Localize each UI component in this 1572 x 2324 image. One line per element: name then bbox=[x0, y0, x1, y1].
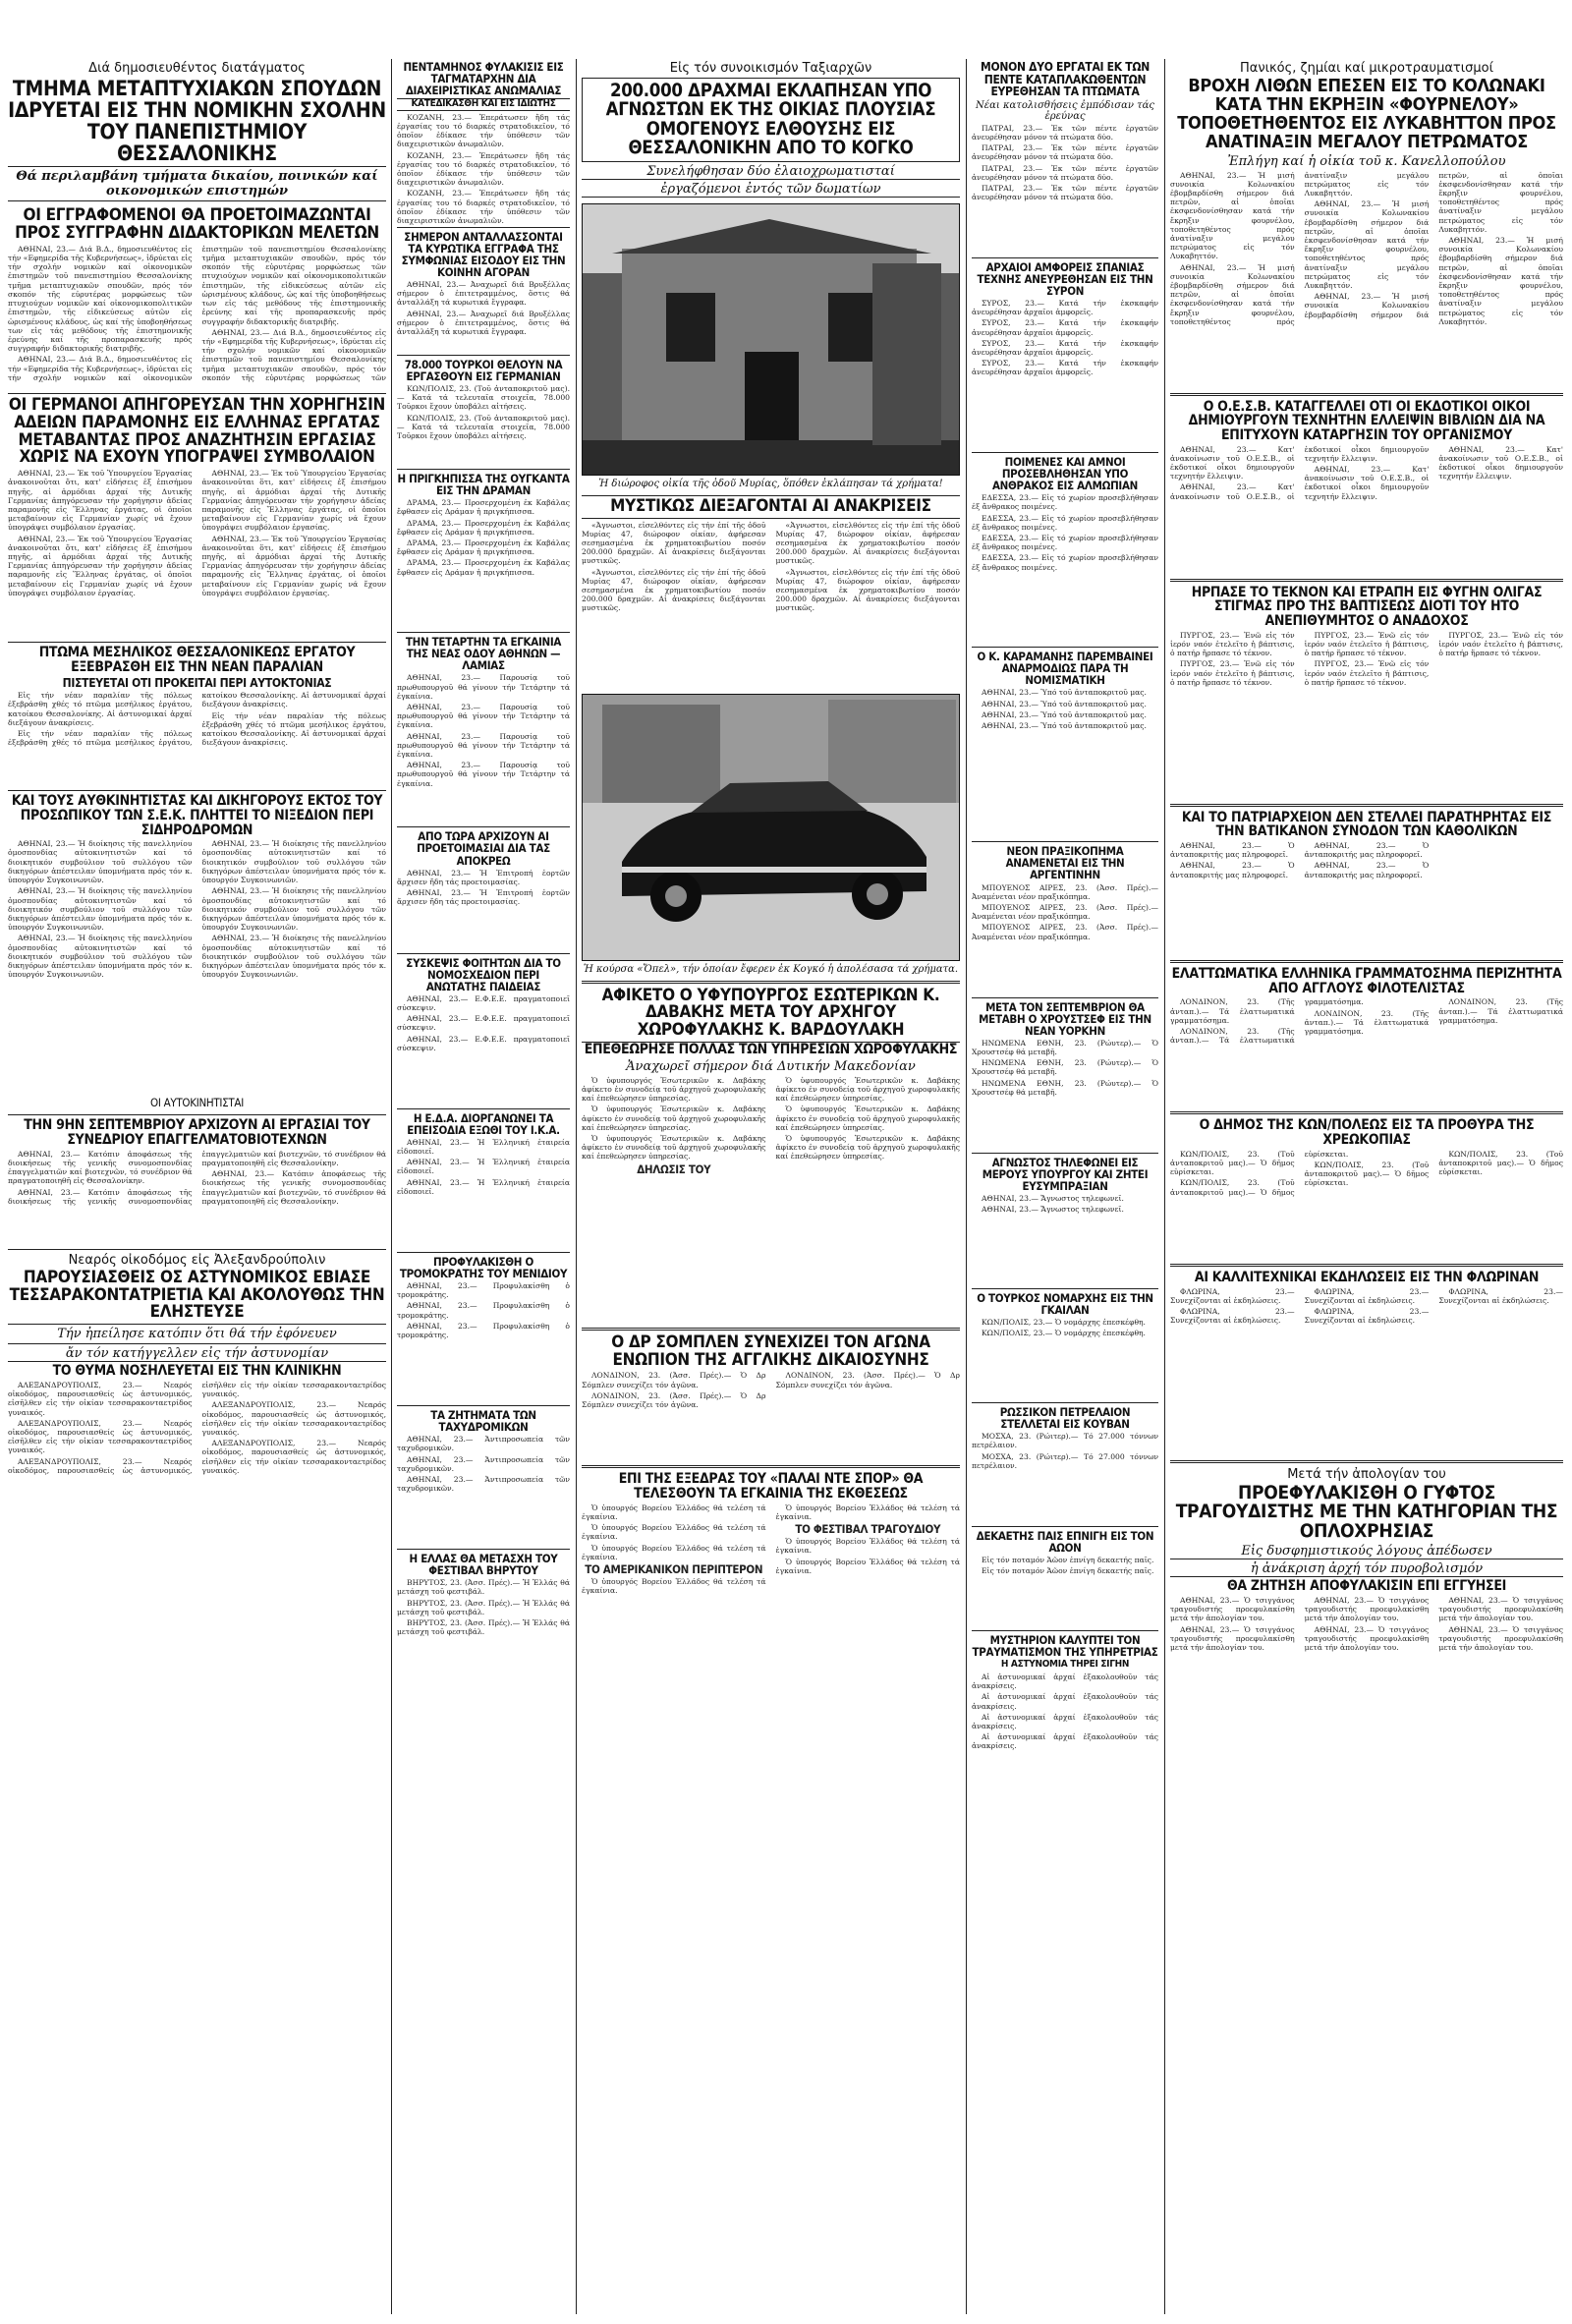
article-body: ΚΩΝ/ΠΟΛΙΣ, 23.— Ὁ νομάρχης ἐπεσκέφθη. ΚΩΝ/ΠΟΛΙΣ, 23.— Ὁ νομάρχης ἐπεσκέφθη. bbox=[982, 1318, 1146, 1338]
column-1 bbox=[8, 59, 386, 2314]
article-students-meeting bbox=[397, 957, 570, 1103]
article-body: ΠΑΤΡΑΙ, 23.— Ἐκ τῶν πέντε ἐργατῶν ἀνευρέθησαν μόνον τά πτώματα δύο. ΠΑΤΡΑΙ, 23.— Ἐκ τῶν πέντε ἐργατῶν ἀνευρέθησαν μόνον τά πτώματα δύο. ΠΑΤΡΑΙ, 23.— Ἐκ τῶν πέντε ἐργατῶν ἀνευρέθησαν μόνον τά πτώματα δύο. ΠΑΤΡΑΙ, 23.— Ἐκ τῶν πέντε ἐργατῶν ἀνευρέθησαν μόνον τά πτώματα δύο. bbox=[972, 123, 1158, 202]
article-body: ΑΘΗΝΑΙ, 23.— Παρουσίᾳ τοῦ πρωθυπουργοῦ θά γίνουν τήν Τετάρτην τά ἐγκαίνια. ΑΘΗΝΑΙ, 23.— Παρουσίᾳ τοῦ πρωθυπουργοῦ θά γίνουν τήν Τετάρτην τά ἐγκαίνια. ΑΘΗΝΑΙ, 23.— Παρουσίᾳ τοῦ πρωθυπουργοῦ θά γίνουν τήν Τετάρτην τά ἐγκαίνια. ΑΘΗΝΑΙ, 23.— Παρουσίᾳ τοῦ πρωθυπουργοῦ θά γίνουν τήν Τετάρτην τά ἐγκαίνια. bbox=[397, 673, 570, 788]
article-body: ΚΩΝ/ΠΟΛΙΣ, 23. (Τοῦ ἀνταποκριτοῦ μας).— Ὁ δῆμος εὑρίσκεται. ΚΩΝ/ΠΟΛΙΣ, 23. (Τοῦ ἀνταποκριτοῦ μας).— Ὁ δῆμος εὑρίσκεται. ΚΩΝ/ΠΟΛΙΣ, 23. (Τοῦ ἀνταποκριτοῦ μας).— Ὁ δῆμος εὑρίσκεται. ΚΩΝ/ΠΟΛΙΣ, 23. (Τοῦ ἀνταποκριτοῦ μας).— Ὁ δῆμος εὑρίσκεται. bbox=[1170, 1149, 1563, 1197]
headline: ΤΗΝ ΤΕΤΑΡΤΗΝ ΤΑ ΕΓΚΑΙΝΙΑ ΤΗΣ ΝΕΑΣ ΟΔΟΥ ΑΘΗΝΩΝ — ΛΑΜΙΑΣ bbox=[405, 635, 562, 673]
article-beirut-festival bbox=[397, 1553, 570, 1676]
article-constantinople-bankruptcy bbox=[1170, 1118, 1563, 1257]
article-postal-workers bbox=[397, 1409, 570, 1543]
article-body: Ὁ ὑφυπουργός Ἐσωτερικῶν κ. Δαβάκης ἀφίκετο ἐν συνοδείᾳ τοῦ ἀρχηγοῦ χωροφυλακῆς καί ἐπεθεώρησεν ὑπηρεσίας. Ὁ ὑφυπουργός Ἐσωτερικῶν κ. Δαβάκης ἀφίκετο ἐν συνοδείᾳ τοῦ ἀρχηγοῦ χωροφυλακῆς καί ἐπεθεώρησεν ὑπηρεσίας. Ὁ ὑφυπουργός Ἐσωτερικῶν κ. Δαβάκης ἀφίκετο ἐν συνοδείᾳ τοῦ ἀρχηγοῦ χωροφυλακῆς καί ἐπεθεώρησεν ὑπηρεσίας. ΔΗΛΩΣΙΣ ΤΟΥ Ὁ ὑφυπουργός Ἐσωτερικῶν κ. Δαβάκης ἀφίκετο ἐν συνοδείᾳ τοῦ ἀρχηγοῦ χωροφυλακῆς καί ἐπεθεώρησεν ὑπηρεσίας. Ὁ ὑφυπουργός Ἐσωτερικῶν κ. Δαβάκης ἀφίκετο ἐν συνοδείᾳ τοῦ ἀρχηγοῦ χωροφυλακῆς καί ἐπεθεώρησεν ὑπηρεσίας. Ὁ ὑφυπουργός Ἐσωτερικῶν κ. Δαβάκης ἀφίκετο ἐν συνοδείᾳ τοῦ ἀρχηγοῦ χωροφυλακῆς καί ἐπεθεώρησεν ὑπηρεσίας. bbox=[582, 1075, 960, 1176]
subheadline: Ἐπλήγη καί ἡ οἰκία τοῦ κ. Κανελλοπούλου bbox=[1227, 153, 1506, 169]
headline-2: ΜΥΣΤΙΚΩΣ ΔΙΕΞΑΓΟΝΤΑΙ ΑΙ ΑΝΑΚΡΙΣΕΙΣ bbox=[582, 495, 960, 519]
article-body: ΑΘΗΝΑΙ, 23.— Διά Β.Δ., δημοσιευθέντος εἰς τήν «Εφημερίδα τῆς Κυβερνήσεως», ἱδρύεται εἰς τήν σχολήν νομικῶν καί οἰκονομικῶν ἐπιστημῶν τοῦ πανεπιστημίου Θεσσαλονίκης τμῆμα μεταπτυχιακῶν σπουδῶν, πρός τόν σκοπόν τῆς εὐρυτέρας μορφώσεως τῶν πτυχιούχων νομικῶν καί οἰκονομικοπολιτικῶν ἐπιστημῶν, τῆς εἰδικεύσεως αὐτῶν εἰς ὡρισμένους κλάδους, ὡς καί τῆς ὑποβοηθήσεως των εἰς τάς μεθόδους τῆς ἐπιστημονικῆς ἐρεύνης καί τῆς προπαρασκευῆς πρός συγγραφήν διδακτορικῆς διατριβῆς. ΑΘΗΝΑΙ, 23.— Διά Β.Δ., δημοσιευθέντος εἰς τήν «Εφημερίδα τῆς Κυβερνήσεως», ἱδρύεται εἰς τήν σχολήν νομικῶν καί οἰκονομικῶν ἐπιστημῶν τοῦ πανεπιστημίου Θεσσαλονίκης τμῆμα μεταπτυχιακῶν σπουδῶν, πρός τόν σκοπόν τῆς εὐρυτέρας μορφώσεως τῶν πτυχιούχων νομικῶν καί οἰκονομικοπολιτικῶν ἐπιστημῶν, τῆς εἰδικεύσεως αὐτῶν εἰς ὡρισμένους κλάδους, ὡς καί τῆς ὑποβοηθήσεως των εἰς τάς μεθόδους τῆς ἐπιστημονικῆς ἐρεύνης καί τῆς προπαρασκευῆς πρός συγγραφήν διδακτορικῆς διατριβῆς. ΑΘΗΝΑΙ, 23.— Διά Β.Δ., δημοσιευθέντος εἰς τήν «Εφημερίδα τῆς Κυβερνήσεως», ἱδρύεται εἰς τήν σχολήν νομικῶν καί οἰκονομικῶν ἐπιστημῶν τοῦ πανεπιστημίου Θεσσαλονίκης τμῆμα μεταπτυχιακῶν σπουδῶν, πρός τόν σκοπόν τῆς εὐρυτέρας μορφώσεως τῶν bbox=[8, 244, 386, 382]
article-oesv-books bbox=[1170, 400, 1563, 573]
article-alexandroupolis bbox=[8, 1253, 386, 1607]
headline: ΑΡΧΑΙΟΙ ΑΜΦΟΡΕΙΣ ΣΠΑΝΙΑΣ ΤΕΧΝΗΣ ΑΝΕΥΡΕΘΗΣΑΝ ΕΙΣ ΤΗΝ ΣΥΡΟΝ bbox=[977, 259, 1153, 298]
headline: ΕΠΙ ΤΗΣ ΕΞΕΔΡΑΣ ΤΟΥ «ΠΑΛΑΙ ΝΤΕ ΣΠΟΡ» ΘΑ ΤΕΛΕΣΘΟΥΝ ΤΑ ΕΓΚΑΙΝΙΑ ΤΗΣ ΕΚΘΕΣΕΩΣ bbox=[618, 1471, 924, 1502]
article-body: ΠΥΡΓΟΣ, 23.— Ἐνῶ εἰς τόν ἱερόν ναόν ἐτελεῖτο ἡ βάπτισις, ὁ πατήρ ἥρπασε τό τέκνον. ΠΥΡΓΟΣ, 23.— Ἐνῶ εἰς τόν ἱερόν ναόν ἐτελεῖτο ἡ βάπτισις, ὁ πατήρ ἥρπασε τό τέκνον. ΠΥΡΓΟΣ, 23.— Ἐνῶ εἰς τόν ἱερόν ναόν ἐτελεῖτο ἡ βάπτισις, ὁ πατήρ ἥρπασε τό τέκνον. ΠΥΡΓΟΣ, 23.— Ἐνῶ εἰς τόν ἱερόν ναόν ἐτελεῖτο ἡ βάπτισις, ὁ πατήρ ἥρπασε τό τέκνον. ΠΥΡΓΟΣ, 23.— Ἐνῶ εἰς τόν ἱερόν ναόν ἐτελεῖτο ἡ βάπτισις, ὁ πατήρ ἥρπασε τό τέκνον. bbox=[1170, 630, 1563, 687]
headline: ΤΗΝ 9ΗΝ ΣΕΠΤΕΜΒΡΙΟΥ ΑΡΧΙΖΟΥΝ ΑΙ ΕΡΓΑΣΙΑΙ ΤΟΥ ΣΥΝΕΔΡΙΟΥ ΕΠΑΓΓΕΛΜΑΤΟΒΙΟΤΕΧΝΩΝ bbox=[24, 1117, 370, 1149]
article-body: ΜΠΟΥΕΝΟΣ ΑΙΡΕΣ, 23. (Ἀσσ. Πρές).— Ἀναμένεται νέον πραξικόπημα. ΜΠΟΥΕΝΟΣ ΑΙΡΕΣ, 23. (Ἀσσ. Πρές).— Ἀναμένεται νέον πραξικόπημα. ΜΠΟΥΕΝΟΣ ΑΙΡΕΣ, 23. (Ἀσσ. Πρές).— Ἀναμένεται νέον πραξικόπημα. bbox=[972, 882, 1158, 941]
headline: ΠΡΟΕΦΥΛΑΚΙΣΘΗ Ο ΓΥΦΤΟΣ ΤΡΑΓΟΥΔΙΣΤΗΣ ΜΕ ΤΗΝ ΚΑΤΗΓΟΡΙΑΝ ΤΗΣ ΟΠΛΟΧΡΗΣΙΑΣ bbox=[1175, 1481, 1558, 1543]
article-body: ΑΘΗΝΑΙ, 23.— Κατ' ἀνακοίνωσιν τοῦ Ο.Ε.Σ.Β., οἱ ἐκδοτικοί οἶκοι δημιουργοῦν τεχνητήν ἔλλειψιν. ΑΘΗΝΑΙ, 23.— Κατ' ἀνακοίνωσιν τοῦ Ο.Ε.Σ.Β., οἱ ἐκδοτικοί οἶκοι δημιουργοῦν τεχνητήν ἔλλειψιν. ΑΘΗΝΑΙ, 23.— Κατ' ἀνακοίνωσιν τοῦ Ο.Ε.Σ.Β., οἱ ἐκδοτικοί οἶκοι δημιουργοῦν τεχνητήν ἔλλειψιν. ΑΘΗΝΑΙ, 23.— Κατ' ἀνακοίνωσιν τοῦ Ο.Ε.Σ.Β., οἱ ἐκδοτικοί οἶκοι δημιουργοῦν τεχνητήν ἔλλειψιν. bbox=[1170, 444, 1563, 501]
headline: ΠΤΩΜΑ ΜΕΣΗΛΙΚΟΣ ΘΕΣΣΑΛΟΝΙΚΕΩΣ ΕΡΓΑΤΟΥ ΕΞΕΒΡΑΣΘΗ ΕΙΣ ΤΗΝ ΝΕΑΝ ΠΑΡΑΛΙΑΝ bbox=[38, 645, 356, 675]
subheadline: ΚΑΤΕΔΙΚΑΣΘΗ ΚΑΙ ΕΙΣ ΙΔΙΩΤΗΣ bbox=[397, 98, 570, 111]
article-khrushchev bbox=[972, 1001, 1158, 1147]
article-athens-lamia-road bbox=[397, 636, 570, 821]
article-body: ΑΘΗΝΑΙ, 23.— Προφυλακίσθη ὁ τρομοκράτης. ΑΘΗΝΑΙ, 23.— Προφυλακίσθη ὁ τρομοκράτης. ΑΘΗΝΑΙ, 23.— Προφυλακίσθη ὁ τρομοκράτης. bbox=[397, 1281, 570, 1340]
article-theft-200000 bbox=[582, 61, 960, 975]
headline: ΑΓΝΩΣΤΟΣ ΤΗΛΕΦΩΝΕΙ ΕΙΣ ΜΕΡΟΥΣ ΥΠΟΥΡΓΟΥ ΚΑΙ ΖΗΤΕΙ ΕΥΣΥΜΠΡΑΞΙΑΝ bbox=[982, 1155, 1149, 1193]
headline: ΗΡΠΑΣΕ ΤΟ ΤΕΚΝΟΝ ΚΑΙ ΕΤΡΑΠΗ ΕΙΣ ΦΥΓΗΝ ΟΛΙΓΑΣ ΣΤΙΓΜΑΣ ΠΡΟ ΤΗΣ ΒΑΠΤΙΣΕΩΣ ΔΙΟΤΙ ΤΟΥ ΗΤΟ ΑΝΕΠΙΘΥΜΗΤΟΣ Ο ΑΝΑΔΟΧΟΣ bbox=[1191, 584, 1543, 629]
headline-2: ΤΟ ΘΥΜΑ ΝΟΣΗΛΕΥΕΤΑΙ ΕΙΣ ΤΗΝ ΚΛΙΝΙΚΗΝ bbox=[52, 1363, 342, 1380]
article-body: ΑΘΗΝΑΙ, 23.— Ἡ μισή συνοικία Κολωνακίου ἐβομβαρδίσθη σήμερον διά πετρῶν, αἱ ὁποῖαι ἐκσφενδονίσθησαν κατά τήν ἔκρηξιν φουρνέλου, τοποθετηθέντος πρός ἀνατίναξιν μεγάλου πετρώματος εἰς τόν Λυκαβηττόν. ΑΘΗΝΑΙ, 23.— Ἡ μισή συνοικία Κολωνακίου ἐβομβαρδίσθη σήμερον διά πετρῶν, αἱ ὁποῖαι ἐκσφενδονίσθησαν κατά τήν ἔκρηξιν φουρνέλου, τοποθετηθέντος πρός ἀνατίναξιν μεγάλου πετρώματος εἰς τόν Λυκαβηττόν. ΑΘΗΝΑΙ, 23.— Ἡ μισή συνοικία Κολωνακίου ἐβομβαρδίσθη σήμερον διά πετρῶν, αἱ ὁποῖαι ἐκσφενδονίσθησαν κατά τήν ἔκρηξιν φουρνέλου, τοποθετηθέντος πρός ἀνατίναξιν μεγάλου πετρώματος εἰς τόν Λυκαβηττόν. ΑΘΗΝΑΙ, 23.— Ἡ μισή συνοικία Κολωνακίου ἐβομβαρδίσθη σήμερον διά πετρῶν, αἱ ὁποῖαι ἐκσφενδονίσθησαν κατά τήν ἔκρηξιν φουρνέλου, τοποθετηθέντος πρός ἀνατίναξιν μεγάλου πετρώματος εἰς τόν Λυκαβηττόν. ΑΘΗΝΑΙ, 23.— Ἡ μισή συνοικία Κολωνακίου ἐβομβαρδίσθη σήμερον διά πετρῶν, αἱ ὁποῖαι ἐκσφενδονίσθησαν κατά τήν ἔκρηξιν φουρνέλου, τοποθετηθέντος πρός ἀνατίναξιν μεγάλου πετρώματος εἰς τόν Λυκαβηττόν. bbox=[1170, 170, 1563, 326]
subheadline: Ἀναχωρεῖ σήμερον διά Δυτικήν Μακεδονίαν bbox=[626, 1058, 916, 1074]
headline: Η Ε.Δ.Α. ΔΙΟΡΓΑΝΩΝΕΙ ΤΑ ΕΠΕΙΣΟΔΙΑ ΕΞΩΘΙ ΤΟΥ Ι.Κ.Α. bbox=[407, 1110, 560, 1137]
article-amphorae bbox=[972, 261, 1158, 446]
headline: Ο ΤΟΥΡΚΟΣ ΝΟΜΑΡΧΗΣ ΕΙΣ ΤΗΝ ΓΚΑΙΛΑΝ bbox=[977, 1290, 1153, 1317]
subheadline-1: Τήν ἠπείλησε κατόπιν ὅτι θά τήν ἐφόνευεν bbox=[8, 1324, 386, 1344]
article-body: ΑΘΗΝΑΙ, 23.— Ὑπό τοῦ ἀνταποκριτοῦ μας. ΑΘΗΝΑΙ, 23.— Ὑπό τοῦ ἀνταποκριτοῦ μας. ΑΘΗΝΑΙ, 23.— Ὑπό τοῦ ἀνταποκριτοῦ μας. ΑΘΗΝΑΙ, 23.— Ὑπό τοῦ ἀνταποκριτοῦ μας. bbox=[982, 688, 1147, 730]
subheadline-2: ἄν τόν κατήγγελλεν εἰς τήν ἀστυνομίαν bbox=[8, 1346, 386, 1362]
article-body: «Ἀγνωστοι, εἰσελθόντες εἰς τήν ἐπί τῆς ὁδοῦ Μυρίας 47, διώροφον οἰκίαν, ἀφήρεσαν σεσημασμένα ἐκ χρηματοκιβωτίου ποσόν 200.000 δραχμῶν. Αἱ ἀνακρίσεις διεξάγονται μυστικῶς. «Ἀγνωστοι, εἰσελθόντες εἰς τήν ἐπί τῆς ὁδοῦ Μυρίας 47, διώροφον οἰκίαν, ἀφήρεσαν σεσημασμένα ἐκ χρηματοκιβωτίου ποσόν 200.000 δραχμῶν. Αἱ ἀνακρίσεις διεξάγονται μυστικῶς. «Ἀγνωστοι, εἰσελθόντες εἰς τήν ἐπί τῆς ὁδοῦ Μυρίας 47, διώροφον οἰκίαν, ἀφήρεσαν σεσημασμένα ἐκ χρηματοκιβωτίου ποσόν 200.000 δραχμῶν. Αἱ ἀνακρίσεις διεξάγονται μυστικῶς. «Ἀγνωστοι, εἰσελθόντες εἰς τήν ἐπί τῆς ὁδοῦ Μυρίας 47, διώροφον οἰκίαν, ἀφήρεσαν σεσημασμένα ἐκ χρηματοκιβωτίου ποσόν 200.000 δραχμῶν. Αἱ ἀνακρίσεις διεξάγονται μυστικῶς. bbox=[582, 520, 960, 613]
headline: ΠΡΟΦΥΛΑΚΙΣΘΗ Ο ΤΡΟΜΟΚΡΑΤΗΣ ΤΟΥ ΜΕΝΙΔΙΟΥ bbox=[399, 1254, 568, 1280]
house-photo-svg bbox=[583, 204, 960, 475]
house-photo bbox=[582, 203, 960, 476]
headline: ΑΠΟ ΤΩΡΑ ΑΡΧΙΖΟΥΝ ΑΙ ΠΡΟΕΤΟΙΜΑΣΙΑΙ ΔΙΑ ΤΑΣ ΑΠΟΚΡΕΩ bbox=[417, 829, 550, 868]
article-body: ΚΟΖΑΝΗ, 23.— Ἐπεράτωσεν ἤδη τάς ἐργασίας του τό διαρκές στρατοδικεῖον, τό ὁποῖον ἐδίκασε τήν ὑπόθεσιν τῶν διαχειριστικῶν ἀνωμαλιῶν. ΚΟΖΑΝΗ, 23.— Ἐπεράτωσεν ἤδη τάς ἐργασίας του τό διαρκές στρατοδικεῖον, τό ὁποῖον ἐδίκασε τήν ὑπόθεσιν τῶν διαχειριστικῶν ἀνωμαλιῶν. ΚΟΖΑΝΗ, 23.— Ἐπεράτωσεν ἤδη τάς ἐργασίας του τό διαρκές στρατοδικεῖον, τό ὁποῖον ἐδίκασε τήν ὑπόθεσιν τῶν διαχειριστικῶν ἀνωμαλιῶν. bbox=[397, 112, 570, 225]
article-body: ΑΘΗΝΑΙ, 23.— Ἀναχωρεῖ διά Βρυξέλλας σήμερον ὁ ἐπιτετραμμένος, ὅστις θά ἀνταλλάξη τά κυρωτικά ἔγγραφα. ΑΘΗΝΑΙ, 23.— Ἀναχωρεῖ διά Βρυξέλλας σήμερον ὁ ἐπιτετραμμένος, ὅστις θά ἀνταλλάξη τά κυρωτικά ἔγγραφα. bbox=[397, 279, 570, 336]
headline: ΠΟΙΜΕΝΕΣ ΚΑΙ ΑΜΝΟΙ ΠΡΟΣΕΒΛΗΘΗΣΑΝ ΥΠΟ ΑΝΘΡΑΚΟΣ ΕΙΣ ΑΛΜΩΠΙΑΝ bbox=[991, 454, 1139, 493]
section-label: ΟΙ ΑΥΤΟΚΙΝΗΤΙΣΤΑΙ bbox=[150, 1096, 244, 1110]
article-body: ΑΘΗΝΑΙ, 23.— Ἡ διοίκησις τῆς πανελληνίου ὁμοσπονδίας αὐτοκινητιστῶν καί τό διοικητικόν συμβούλιον τοῦ συλλόγου τῶν δικηγόρων ἀπέστειλαν ὑπομνήματα πρός τόν κ. ὑπουργόν Συγκοινωνιῶν. ΑΘΗΝΑΙ, 23.— Ἡ διοίκησις τῆς πανελληνίου ὁμοσπονδίας αὐτοκινητιστῶν καί τό διοικητικόν συμβούλιον τοῦ συλλόγου τῶν δικηγόρων ἀπέστειλαν ὑπομνήματα πρός τόν κ. ὑπουργόν Συγκοινωνιῶν. ΑΘΗΝΑΙ, 23.— Ἡ διοίκησις τῆς πανελληνίου ὁμοσπονδίας αὐτοκινητιστῶν καί τό διοικητικόν συμβούλιον τοῦ συλλόγου τῶν δικηγόρων ἀπέστειλαν ὑπομνήματα πρός τόν κ. ὑπουργόν Συγκοινωνιῶν. ΑΘΗΝΑΙ, 23.— Ἡ διοίκησις τῆς πανελληνίου ὁμοσπονδίας αὐτοκινητιστῶν καί τό διοικητικόν συμβούλιον τοῦ συλλόγου τῶν δικηγόρων ἀπέστειλαν ὑπομνήματα πρός τόν κ. ὑπουργόν Συγκοινωνιῶν. ΑΘΗΝΑΙ, 23.— Ἡ διοίκησις τῆς πανελληνίου ὁμοσπονδίας αὐτοκινητιστῶν καί τό διοικητικόν συμβούλιον τοῦ συλλόγου τῶν δικηγόρων ἀπέστειλαν ὑπομνήματα πρός τόν κ. ὑπουργόν Συγκοινωνιῶν. ΑΘΗΝΑΙ, 23.— Ἡ διοίκησις τῆς πανελληνίου ὁμοσπονδίας αὐτοκινητιστῶν καί τό διοικητικόν συμβούλιον τοῦ συλλόγου τῶν δικηγόρων ἀπέστειλαν ὑπομνήματα πρός τόν κ. ὑπουργόν Συγκοινωνιῶν. bbox=[8, 839, 386, 980]
subheadline-2: ἐργαζόμενοι ἐντός τῶν δωματίων bbox=[582, 182, 960, 198]
article-body: ΑΘΗΝΑΙ, 23.— Ἡ Ἑλληνική ἑταιρεία εἰδοποιεῖ. ΑΘΗΝΑΙ, 23.— Ἡ Ἑλληνική ἑταιρεία εἰδοποιεῖ. ΑΘΗΝΑΙ, 23.— Ἡ Ἑλληνική ἑταιρεία εἰδοποιεῖ. bbox=[397, 1137, 570, 1196]
article-turkish-workers bbox=[397, 359, 570, 463]
column-4 bbox=[972, 59, 1158, 2314]
column-5 bbox=[1170, 59, 1563, 2314]
headline: ΠΑΡΟΥΣΙΑΣΘΕΙΣ ΟΣ ΑΣΤΥΝΟΜΙΚΟΣ ΕΒΙΑΣΕ ΤΕΣΣΑΡΑΚΟΝΤΑΤΡΙΕΤΙΑ ΚΑΙ ΑΚΟΛΟΥΘΩΣ ΤΗΝ ΕΛΗΣΤΕΥΣΕ bbox=[9, 1267, 385, 1323]
headline: ΝΕΟΝ ΠΡΑΞΙΚΟΠΗΜΑ ΑΝΑΜΕΝΕΤΑΙ ΕΙΣ ΤΗΝ ΑΡΓΕΝΤΙΝΗΝ bbox=[1005, 844, 1125, 882]
article-soblen bbox=[582, 1334, 960, 1460]
article-argentina bbox=[972, 845, 1158, 991]
kicker: Μετά τήν ἀπολογίαν του bbox=[1287, 1466, 1446, 1482]
column-3 bbox=[582, 59, 960, 2314]
subheadline: ΠΙΣΤΕΥΕΤΑΙ ΟΤΙ ΠΡΟΚΕΙΤΑΙ ΠΕΡΙ ΑΥΤΟΚΤΟΝΙΑΣ bbox=[62, 675, 332, 690]
article-body: ΗΝΩΜΕΝΑ ΕΘΝΗ, 23. (Ρώυτερ).— Ὁ Χρουστσέφ θά μεταβῆ. ΗΝΩΜΕΝΑ ΕΘΝΗ, 23. (Ρώυτερ).— Ὁ Χρουστσέφ θά μεταβῆ. ΗΝΩΜΕΝΑ ΕΘΝΗ, 23. (Ρώυτερ).— Ὁ Χρουστσέφ θά μεταβῆ. bbox=[972, 1038, 1158, 1097]
column-2 bbox=[397, 59, 570, 2314]
headline-2: ΘΑ ΖΗΤΗΣΗ ΑΠΟΦΥΛΑΚΙΣΙΝ ΕΠΙ ΕΓΓΥΗΣΕΙ bbox=[1226, 1578, 1507, 1595]
article-turkish-prefect bbox=[972, 1292, 1158, 1396]
headline: ΜΕΤΑ ΤΟΝ ΣΕΠΤΕΜΒΡΙΟΝ ΘΑ ΜΕΤΑΒΗ Ο ΧΡΟΥΣΤΣΕΦ ΕΙΣ ΤΗΝ ΝΕΑΝ ΥΟΡΚΗΝ bbox=[979, 999, 1151, 1038]
article-common-market bbox=[397, 231, 570, 349]
article-menidi-terrorist bbox=[397, 1256, 570, 1399]
kicker: Νεαρός οἰκοδόμος εἰς Ἀλεξανδρούπολιν bbox=[68, 1252, 326, 1268]
headline: 200.000 ΔΡΑΧΜΑΙ ΕΚΛΑΠΗΣΑΝ ΥΠΟ ΑΓΝΩΣΤΩΝ ΕΚ ΤΗΣ ΟΙΚΙΑΣ ΠΛΟΥΣΙΑΣ ΟΜΟΓΕΝΟΥΣ ΕΛΘΟΥΣΗΣ ΕΙΣ ΘΕΣΣΑΛΟΝΙΚΗΝ ΑΠΟ ΤΟ ΚΟΓΚΟ bbox=[582, 78, 960, 162]
car-photo-svg bbox=[583, 695, 960, 960]
article-patriarchate bbox=[1170, 811, 1563, 954]
article-railway-bill bbox=[8, 794, 386, 1108]
headline: ΣΥΣΚΕΨΙΣ ΦΟΙΤΗΤΩΝ ΔΙΑ ΤΟ ΝΟΜΟΣΧΕΔΙΟΝ ΠΕΡΙ ΑΝΩΤΑΤΗΣ ΠΑΙΔΕΙΑΣ bbox=[406, 955, 561, 993]
article-body: ΔΡΑΜΑ, 23.— Προσερχομένη ἐκ Καβάλας ἔφθασεν εἰς Δράμαν ἡ πριγκήπισσα. ΔΡΑΜΑ, 23.— Προσερχομένη ἐκ Καβάλας ἔφθασεν εἰς Δράμαν ἡ πριγκήπισσα. ΔΡΑΜΑ, 23.— Προσερχομένη ἐκ Καβάλας ἔφθασεν εἰς Δράμαν ἡ πριγκήπισσα. ΔΡΑΜΑ, 23.— Προσερχομένη ἐκ Καβάλας ἔφθασεν εἰς Δράμαν ἡ πριγκήπισσα. bbox=[397, 498, 570, 577]
article-carnival bbox=[397, 830, 570, 946]
article-body: ΑΛΕΞΑΝΔΡΟΥΠΟΛΙΣ, 23.— Νεαρός οἰκοδόμος, παρουσιασθείς ὡς ἀστυνομικός, εἰσῆλθεν εἰς τήν οἰκίαν τεσσαρακονταετρίδος γυναικός. ΑΛΕΞΑΝΔΡΟΥΠΟΛΙΣ, 23.— Νεαρός οἰκοδόμος, παρουσιασθείς ὡς ἀστυνομικός, εἰσῆλθεν εἰς τήν οἰκίαν τεσσαρακονταετρίδος γυναικός. ΑΛΕΞΑΝΔΡΟΥΠΟΛΙΣ, 23.— Νεαρός οἰκοδόμος, παρουσιασθείς ὡς ἀστυνομικός, εἰσῆλθεν εἰς τήν οἰκίαν τεσσαρακονταετρίδος γυναικός. ΑΛΕΞΑΝΔΡΟΥΠΟΛΙΣ, 23.— Νεαρός οἰκοδόμος, παρουσιασθείς ὡς ἀστυνομικός, εἰσῆλθεν εἰς τήν οἰκίαν τεσσαρακονταετρίδος γυναικός. ΑΛΕΞΑΝΔΡΟΥΠΟΛΙΣ, 23.— Νεαρός οἰκοδόμος, παρουσιασθείς ὡς ἀστυνομικός, εἰσῆλθεν εἰς τήν οἰκίαν τεσσαρακονταετρίδος γυναικός. bbox=[8, 1380, 386, 1475]
headline: ΟΙ ΓΕΡΜΑΝΟΙ ΑΠΗΓΟΡΕΥΣΑΝ ΤΗΝ ΧΟΡΗΓΗΣΙΝ ΑΔΕΙΩΝ ΠΑΡΑΜΟΝΗΣ ΕΙΣ ΕΛΛΗΝΑΣ ΕΡΓΑΤΑΣ ΜΕΤΑΒΑΝΤΑΣ ΠΡΟΣ ΑΝΑΖΗΤΗΣΙΝ ΕΡΓΑΣΙΑΣ ΧΩΡΙΣ ΝΑ ΕΧΟΥΝ ΥΠΟΓΡΑΨΕΙ ΣΥΜΒΟΛΑΙΟΝ bbox=[8, 394, 386, 468]
article-body: ΑΘΗΝΑΙ, 23.— Ἡ Ἐπιτροπή ἑορτῶν ἄρχισεν ἤδη τάς προετοιμασίας. ΑΘΗΝΑΙ, 23.— Ἡ Ἐπιτροπή ἑορτῶν ἄρχισεν ἤδη τάς προετοιμασίας. bbox=[397, 868, 570, 907]
headline: ΜΥΣΤΗΡΙΟΝ ΚΑΛΥΠΤΕΙ ΤΟΝ ΤΡΑΥΜΑΤΙΣΜΟΝ ΤΗΣ ΥΠΗΡΕΤΡΙΑΣ bbox=[972, 1633, 1158, 1660]
headline: ΔΕΚΑΕΤΗΣ ΠΑΙΣ ΕΠΝΙΓΗ ΕΙΣ ΤΟΝ ΑΩΟΝ bbox=[976, 1529, 1154, 1556]
article-craftsmen-congress bbox=[8, 1118, 386, 1242]
intertitle-1: ΤΟ ΑΜΕΡΙΚΑΝΙΚΟΝ ΠΕΡΙΠΤΕΡΟΝ bbox=[585, 1562, 763, 1577]
article-body: Ὁ ὑπουργός Βορείου Ἑλλάδος θά τελέση τά ἐγκαίνια. Ὁ ὑπουργός Βορείου Ἑλλάδος θά τελέση τά ἐγκαίνια. Ὁ ὑπουργός Βορείου Ἑλλάδος θά τελέση τά ἐγκαίνια. ΤΟ ΑΜΕΡΙΚΑΝΙΚΟΝ ΠΕΡΙΠΤΕΡΟΝ Ὁ ὑπουργός Βορείου Ἑλλάδος θά τελέση τά ἐγκαίνια. Ὁ ὑπουργός Βορείου Ἑλλάδος θά τελέση τά ἐγκαίνια. ΤΟ ΦΕΣΤΙΒΑΛ ΤΡΑΓΟΥΔΙΟΥ Ὁ ὑπουργός Βορείου Ἑλλάδος θά τελέση τά ἐγκαίνια. Ὁ ὑπουργός Βορείου Ἑλλάδος θά τελέση τά ἐγκαίνια. bbox=[582, 1502, 960, 1596]
kicker: Διά δημοσιευθέντος διατάγματος bbox=[88, 61, 306, 76]
headline: Ο Ο.Ε.Σ.Β. ΚΑΤΑΓΓΕΛΛΕΙ ΟΤΙ ΟΙ ΕΚΔΟΤΙΚΟΙ ΟΙΚΟΙ ΔΗΜΙΟΥΡΓΟΥΝ ΤΕΧΝΗΤΗΝ ΕΛΛΕΙΨΙΝ ΒΙΒΛΙΩΝ ΔΙΑ ΝΑ ΕΠΙΤΥΧΟΥΝ ΚΑΤΑΡΓΗΣΙΝ ΤΟΥ ΟΡΓΑΝΙΣΜΟΥ bbox=[1188, 398, 1545, 443]
article-body: ΑΘΗΝΑΙ, 23.— Ἄγνωστος τηλεφωνεῖ. ΑΘΗΝΑΙ, 23.— Ἄγνωστος τηλεφωνεῖ. bbox=[982, 1193, 1124, 1215]
headline: Ο ΔΡ ΣΟΜΠΛΕΝ ΣΥΝΕΧΙΖΕΙ ΤΟΝ ΑΓΩΝΑ ΕΝΩΠΙΟΝ ΤΗΣ ΑΓΓΛΙΚΗΣ ΔΙΚΑΙΟΣΥΝΗΣ bbox=[611, 1332, 930, 1370]
article-body: ΑΘΗΝΑΙ, 23.— Κατόπιν ἀποφάσεως τῆς διοικήσεως τῆς γενικῆς συνομοσπονδίας ἐπαγγελματιῶν καί βιοτεχνῶν, τό συνέδριον θά πραγματοποιηθῆ εἰς Θεσσαλονίκην. ΑΘΗΝΑΙ, 23.— Κατόπιν ἀποφάσεως τῆς διοικήσεως τῆς γενικῆς συνομοσπονδίας ἐπαγγελματιῶν καί βιοτεχνῶν, τό συνέδριον θά πραγματοποιηθῆ εἰς Θεσσαλονίκην. ΑΘΗΝΑΙ, 23.— Κατόπιν ἀποφάσεως τῆς διοικήσεως τῆς γενικῆς συνομοσπονδίας ἐπαγγελματιῶν καί βιοτεχνῶν, τό συνέδριον θά πραγματοποιηθῆ εἰς Θεσσαλονίκην. bbox=[8, 1149, 386, 1206]
article-karamanlis bbox=[972, 651, 1158, 835]
intertitle: ΔΗΛΩΣΙΣ ΤΟΥ bbox=[637, 1162, 711, 1176]
article-worker-body-found bbox=[8, 646, 386, 784]
article-body: ΑΘΗΝΑΙ, 23.— Ἐκ τοῦ Ὑπουργείου Ἐργασίας ἀνακοινοῦται ὅτι, κατ' εἰδήσεις ἐξ ἐπισήμου πηγῆς, αἱ ἁρμόδιαι ἀρχαί τῆς Δυτικῆς Γερμανίας ἀπηγόρευσαν τήν χορήγησιν ἀδείας παραμονῆς εἰς Ἕλληνας ἐργάτας, οἱ ὁποῖοι μεταβαίνουν εἰς Γερμανίαν χωρίς νά ἔχουν ὑπογράψει συμβόλαιον ἐργασίας. ΑΘΗΝΑΙ, 23.— Ἐκ τοῦ Ὑπουργείου Ἐργασίας ἀνακοινοῦται ὅτι, κατ' εἰδήσεις ἐξ ἐπισήμου πηγῆς, αἱ ἁρμόδιαι ἀρχαί τῆς Δυτικῆς Γερμανίας ἀπηγόρευσαν τήν χορήγησιν ἀδείας παραμονῆς εἰς Ἕλληνας ἐργάτας, οἱ ὁποῖοι μεταβαίνουν εἰς Γερμανίαν χωρίς νά ἔχουν ὑπογράψει συμβόλαιον ἐργασίας. ΑΘΗΝΑΙ, 23.— Ἐκ τοῦ Ὑπουργείου Ἐργασίας ἀνακοινοῦται ὅτι, κατ' εἰδήσεις ἐξ ἐπισήμου πηγῆς, αἱ ἁρμόδιαι ἀρχαί τῆς Δυτικῆς Γερμανίας ἀπηγόρευσαν τήν χορήγησιν ἀδείας παραμονῆς εἰς Ἕλληνας ἐργάτας, οἱ ὁποῖοι μεταβαίνουν εἰς Γερμανίαν χωρίς νά ἔχουν ὑπογράψει συμβόλαιον ἐργασίας. ΑΘΗΝΑΙ, 23.— Ἐκ τοῦ Ὑπουργείου Ἐργασίας ἀνακοινοῦται ὅτι, κατ' εἰδήσεις ἐξ ἐπισήμου πηγῆς, αἱ ἁρμόδιαι ἀρχαί τῆς Δυτικῆς Γερμανίας ἀπηγόρευσαν τήν χορήγησιν ἀδείας παραμονῆς εἰς Ἕλληνας ἐργάτας, οἱ ὁποῖοι μεταβαίνουν εἰς Γερμανίαν χωρίς νά ἔχουν ὑπογράψει συμβόλαιον ἐργασίας. bbox=[8, 469, 386, 597]
article-davakis bbox=[582, 985, 960, 1322]
article-baptism bbox=[1170, 586, 1563, 798]
subheadline: Η ΑΣΤΥΝΟΜΙΑ ΤΗΡΕΙ ΣΙΓΗΝ bbox=[1000, 1659, 1130, 1671]
article-maid-injury bbox=[972, 1634, 1158, 1840]
headline: ΣΗΜΕΡΟΝ ΑΝΤΑΛΛΑΣΣΟΝΤΑΙ ΤΑ ΚΥΡΩΤΙΚΑ ΕΓΓΡΑΦΑ ΤΗΣ ΣΥΜΦΩΝΙΑΣ ΕΙΣΟΔΟΥ ΕΙΣ ΤΗΝ ΚΟΙΝΗΝ ΑΓΟΡΑΝ bbox=[401, 229, 566, 279]
article-body: Εἰς τήν νέαν παραλίαν τῆς πόλεως ἐξεβράσθη χθές τό πτῶμα μεσήλικος ἐργάτου, κατοίκου Θεσσαλονίκης. Αἱ ἀστυνομικαί ἀρχαί διεξάγουν ἀνακρίσεις. Εἰς τήν νέαν παραλίαν τῆς πόλεως ἐξεβράσθη χθές τό πτῶμα μεσήλικος ἐργάτου, κατοίκου Θεσσαλονίκης. Αἱ ἀστυνομικαί ἀρχαί διεξάγουν ἀνακρίσεις. Εἰς τήν νέαν παραλίαν τῆς πόλεως ἐξεβράσθη χθές τό πτῶμα μεσήλικος ἐργάτου, κατοίκου Θεσσαλονίκης. Αἱ ἀστυνομικαί ἀρχαί διεξάγουν ἀνακρίσεις. bbox=[8, 691, 386, 748]
photo-caption: Ἡ διώροφος οἰκία τῆς ὁδοῦ Μυρίας, ὅπόθεν ἐκλάπησαν τά χρήματα! bbox=[598, 478, 943, 489]
headline: ΚΑΙ ΤΟ ΠΑΤΡΙΑΡΧΕΙΟΝ ΔΕΝ ΣΤΕΛΛΕΙ ΠΑΡΑΤΗΡΗΤΑΣ ΕΙΣ ΤΗΝ ΒΑΤΙΚΑΝΟΝ ΣΥΝΟΔΟΝ ΤΩΝ ΚΑΘΟΛΙΚΩΝ bbox=[1181, 809, 1552, 840]
article-body: ΛΟΝΔΙΝΟΝ, 23. (Ἀσσ. Πρές).— Ὁ Δρ Σόμπλεν συνεχίζει τόν ἀγῶνα. ΛΟΝΔΙΝΟΝ, 23. (Ἀσσ. Πρές).— Ὁ Δρ Σόμπλεν συνεχίζει τόν ἀγῶνα. ΛΟΝΔΙΝΟΝ, 23. (Ἀσσ. Πρές).— Ὁ Δρ Σόμπλεν συνεχίζει τόν ἀγῶνα. bbox=[582, 1371, 960, 1410]
headline: ΜΟΝΟΝ ΔΥΟ ΕΡΓΑΤΑΙ ΕΚ ΤΩΝ ΠΕΝΤΕ ΚΑΤΑΠΛΑΚΩΘΕΝΤΩΝ ΕΥΡΕΘΗΣΑΝ ΤΑ ΠΤΩΜΑΤΑ bbox=[981, 60, 1150, 99]
article-body: ΛΟΝΔΙΝΟΝ, 23. (Τῆς ἀνταπ.).— Τά ἐλαττωματικά γραμματόσημα. ΛΟΝΔΙΝΟΝ, 23. (Τῆς ἀνταπ.).— Τά ἐλαττωματικά γραμματόσημα. ΛΟΝΔΙΝΟΝ, 23. (Τῆς ἀνταπ.).— Τά ἐλαττωματικά γραμματόσημα. ΛΟΝΔΙΝΟΝ, 23. (Τῆς ἀνταπ.).— Τά ἐλαττωματικά γραμματόσημα. bbox=[1170, 997, 1563, 1046]
subheadline: Θά περιλαμβάνη τμήματα δικαίου, ποινικών καί οικονομικών επιστημών bbox=[8, 166, 386, 201]
article-body: ΕΔΕΣΣΑ, 23.— Εἰς τό χωρίον προσεβλήθησαν ἐξ ἄνθρακος ποιμένες. ΕΔΕΣΣΑ, 23.— Εἰς τό χωρίον προσεβλήθησαν ἐξ ἄνθρακος ποιμένες. ΕΔΕΣΣΑ, 23.— Εἰς τό χωρίον προσεβλήθησαν ἐξ ἄνθρακος ποιμένες. ΕΔΕΣΣΑ, 23.— Εἰς τό χωρίον προσεβλήθησαν ἐξ ἄνθρακος ποιμένες. bbox=[972, 493, 1158, 572]
kicker: Εἰς τόν συνοικισμόν Ταξιαρχῶν bbox=[669, 61, 872, 76]
article-florina-events bbox=[1170, 1271, 1563, 1454]
photo-caption-2: Ἡ κούρσα «Ὄπελ», τήν ὁποίαν ἔφερεν ἐκ Κογκό ἡ ἀπολέσασα τά χρήματα. bbox=[583, 963, 959, 975]
article-body: ΑΘΗΝΑΙ, 23.— Ἀντιπροσωπεία τῶν ταχυδρομικῶν. ΑΘΗΝΑΙ, 23.— Ἀντιπροσωπεία τῶν ταχυδρομικῶν. ΑΘΗΝΑΙ, 23.— Ἀντιπροσωπεία τῶν ταχυδρομικῶν. bbox=[397, 1435, 570, 1494]
article-unknown-caller bbox=[972, 1157, 1158, 1282]
kicker: Πανικός, ζημίαι καί μικροτραυματισμοί bbox=[1240, 61, 1493, 76]
headline: ΑΙ ΚΑΛΛΙΤΕΧΝΙΚΑΙ ΕΚΔΗΛΩΣΕΙΣ ΕΙΣ ΤΗΝ ΦΛΩΡΙΝΑΝ bbox=[1194, 1269, 1540, 1285]
headline: ΤΑ ΖΗΤΗΜΑΤΑ ΤΩΝ ΤΑΧΥΔΡΟΜΙΚΩΝ bbox=[430, 1408, 536, 1435]
article-body: ΣΥΡΟΣ, 23.— Κατά τήν ἐκσκαφήν ἀνευρέθησαν ἀρχαῖοι ἀμφορεῖς. ΣΥΡΟΣ, 23.— Κατά τήν ἐκσκαφήν ἀνευρέθησαν ἀρχαῖοι ἀμφορεῖς. ΣΥΡΟΣ, 23.— Κατά τήν ἐκσκαφήν ἀνευρέθησαν ἀρχαῖοι ἀμφορεῖς. ΣΥΡΟΣ, 23.— Κατά τήν ἐκσκαφήν ἀνευρέθησαν ἀρχαῖοι ἀμφορεῖς. bbox=[972, 298, 1158, 377]
car-photo bbox=[582, 694, 960, 961]
subheadline-1: Συνελήφθησαν δύο ἐλαιοχρωματισταί bbox=[582, 164, 960, 180]
article-eda-ika bbox=[397, 1112, 570, 1246]
headline: 78.000 ΤΟΥΡΚΟΙ ΘΕΛΟΥΝ ΝΑ ΕΡΓΑΣΘΟΥΝ ΕΙΣ ΓΕΡΜΑΝΙΑΝ bbox=[404, 357, 563, 383]
article-body: Εἰς τόν ποταμόν Ἀῶον ἐπνίγη δεκαετής παῖς. Εἰς τόν ποταμόν Ἀῶον ἐπνίγη δεκαετής παῖς. bbox=[982, 1556, 1154, 1576]
article-body: ΦΛΩΡΙΝΑ, 23.— Συνεχίζονται αἱ ἐκδηλώσεις. ΦΛΩΡΙΝΑ, 23.— Συνεχίζονται αἱ ἐκδηλώσεις. ΦΛΩΡΙΝΑ, 23.— Συνεχίζονται αἱ ἐκδηλώσεις. ΦΛΩΡΙΝΑ, 23.— Συνεχίζονται αἱ ἐκδηλώσεις. ΦΛΩΡΙΝΑ, 23.— Συνεχίζονται αἱ ἐκδηλώσεις. bbox=[1170, 1286, 1563, 1326]
headline: ΒΡΟΧΗ ΛΙΘΩΝ ΕΠΕΣΕΝ ΕΙΣ ΤΟ ΚΟΛΩΝΑΚΙ ΚΑΤΑ ΤΗΝ ΕΚΡΗΞΙΝ «ΦΟΥΡΝΕΛΟΥ» ΤΟΠΟΘΕΤΗΘΕΝΤΟΣ ΕΙΣ ΛΥΚΑΒΗΤΤΟΝ ΠΡΟΣ ΑΝΑΤΙΝΑΞΙΝ ΜΕΓΑΛΟΥ ΠΕΤΡΩΜΑΤΟΣ bbox=[1177, 76, 1556, 152]
article-stamps bbox=[1170, 967, 1563, 1105]
headline: ΤΜΗΜΑ ΜΕΤΑΠΤΥΧΙΑΚΩΝ ΣΠΟΥΔΩΝ ΙΔΡΥΕΤΑΙ ΕΙΣ ΤΗΝ ΝΟΜΙΚΗΝ ΣΧΟΛΗΝ ΤΟΥ ΠΑΝΕΠΙΣΤΗΜΙΟΥ ΘΕΣΣΑΛΟΝΙΚΗΣ bbox=[8, 77, 386, 166]
article-uganda-princess bbox=[397, 473, 570, 626]
headline: ΕΛΑΤΤΩΜΑΤΙΚΑ ΕΛΛΗΝΙΚΑ ΓΡΑΜΜΑΤΟΣΗΜΑ ΠΕΡΙΖΗΤΗΤΑ ΑΠΟ ΑΓΓΛΟΥΣ ΦΙΛΟΤΕΛΙΣΤΑΣ bbox=[1171, 966, 1562, 996]
article-body: ΚΩΝ/ΠΟΛΙΣ, 23. (Τοῦ ἀνταποκριτοῦ μας).— Κατά τά τελευταῖα στοιχεῖα, 78.000 Τοῦρκοι ἔχουν ὑποβάλει αἰτήσεις. ΚΩΝ/ΠΟΛΙΣ, 23. (Τοῦ ἀνταποκριτοῦ μας).— Κατά τά τελευταῖα στοιχεῖα, 78.000 Τοῦρκοι ἔχουν ὑποβάλει αἰτήσεις. bbox=[397, 384, 570, 441]
headline: Η ΕΛΛΑΣ ΘΑ ΜΕΤΑΣΧΗ ΤΟΥ ΦΕΣΤΙΒΑΛ ΒΗΡΥΤΟΥ bbox=[409, 1552, 558, 1578]
headline: ΠΕΝΤΑΜΗΝΟΣ ΦΥΛΑΚΙΣΙΣ ΕΙΣ ΤΑΓΜΑΤΑΡΧΗΝ ΔΙΑ ΔΙΑΧΕΙΡΙΣΤΙΚΑΣ ΑΝΩΜΑΛΙΑΣ bbox=[403, 60, 564, 98]
headline-2: ΕΠΕΘΕΩΡΗΣΕ ΠΟΛΛΑΣ ΤΩΝ ΥΠΗΡΕΣΙΩΝ ΧΩΡΟΦΥΛΑΚΗΣ bbox=[582, 1042, 960, 1057]
headline: Ο ΔΗΜΟΣ ΤΗΣ ΚΩΝ/ΠΟΛΕΩΣ ΕΙΣ ΤΑ ΠΡΟΘΥΡΑ ΤΗΣ ΧΡΕΩΚΟΠΙΑΣ bbox=[1199, 1117, 1535, 1149]
article-body: Αἱ ἀστυνομικαί ἀρχαί ἐξακολουθοῦν τάς ἀνακρίσεις. Αἱ ἀστυνομικαί ἀρχαί ἐξακολουθοῦν τάς ἀνακρίσεις. Αἱ ἀστυνομικαί ἀρχαί ἐξακολουθοῦν τάς ἀνακρίσεις. Αἱ ἀστυνομικαί ἀρχαί ἐξακολουθοῦν τάς ἀνακρίσεις. bbox=[972, 1672, 1158, 1751]
subheadline-2: ἡ ἀνάκριση ἀρχή τόν πυροβολισμόν bbox=[1170, 1561, 1563, 1577]
headline: Η ΠΡΙΓΚΗΠΙΣΣΑ ΤΗΣ ΟΥΓΚΑΝΤΑ ΕΙΣ ΤΗΝ ΔΡΑΜΑΝ bbox=[397, 472, 570, 498]
headline: ΚΑΙ ΤΟΥΣ ΑΥΘΚΙΝΗΤΙΣΤΑΣ ΚΑΙ ΔΙΚΗΓΟΡΟΥΣ ΕΚΤΟΣ ΤΟΥ ΠΡΟΣΩΠΙΚΟΥ ΤΩΝ Σ.Ε.Κ. ΠΛΗΤΤΕΙ ΤΟ ΝΙΞΕΔΙΟΝ ΠΕΡΙ ΣΙΔΗΡΟΔΡΟΜΩΝ bbox=[11, 793, 383, 838]
article-german-work-permits bbox=[8, 394, 386, 636]
headline: Ο Κ. ΚΑΡΑΜΑΝΗΣ ΠΑΡΕΜΒΑΙΝΕΙ ΑΝΑΡΜΟΔΙΩΣ ΠΑΡΑ ΤΗ ΝΟΜΙΣΜΑΤΙΚΗ bbox=[977, 650, 1153, 688]
article-major-imprisoned bbox=[397, 60, 570, 225]
article-russian-oil bbox=[972, 1406, 1158, 1520]
article-palais-de-sport bbox=[582, 1472, 960, 1768]
intertitle-2: ΤΟ ΦΕΣΤΙΒΑΛ ΤΡΑΓΟΥΔΙΟΥ bbox=[795, 1522, 941, 1537]
article-postgraduate-studies bbox=[8, 61, 386, 387]
subheadline: Νέαι κατολισθήσεις ἐμπόδισαν τάς ἐρεύνας bbox=[976, 99, 1154, 122]
article-body: ΒΗΡΥΤΟΣ, 23. (Ἀσσ. Πρές).— Ἡ Ἑλλάς θά μετάσχη τοῦ φεστιβάλ. ΒΗΡΥΤΟΣ, 23. (Ἀσσ. Πρές).— Ἡ Ἑλλάς θά μετάσχη τοῦ φεστιβάλ. ΒΗΡΥΤΟΣ, 23. (Ἀσσ. Πρές).— Ἡ Ἑλλάς θά μετάσχη τοῦ φεστιβάλ. bbox=[397, 1578, 570, 1637]
subheadline-1: Εἰς δυσφημιστικούς λόγους ἀπέδωσεν bbox=[1170, 1544, 1563, 1559]
article-drowned-boy bbox=[972, 1530, 1158, 1624]
article-kolonaki-explosion bbox=[1170, 61, 1563, 387]
article-anthrax bbox=[972, 456, 1158, 641]
headline: ΑΦΙΚΕΤΟ Ο ΥΦΥΠΟΥΡΓΟΣ ΕΣΩΤΕΡΙΚΩΝ Κ. ΔΑΒΑΚΗΣ ΜΕΤΑ ΤΟΥ ΑΡΧΗΓΟΥ ΧΩΡΟΦΥΛΑΚΗΣ Κ. ΒΑΡΔΟΥΛΑΚΗ bbox=[601, 985, 940, 1041]
article-gypsy-singer bbox=[1170, 1467, 1563, 1852]
article-trapped-workers bbox=[972, 61, 1158, 252]
article-body: ΑΘΗΝΑΙ, 23.— Ε.Φ.Ε.Ε. πραγματοποιεῖ σύσκεψιν. ΑΘΗΝΑΙ, 23.— Ε.Φ.Ε.Ε. πραγματοποιεῖ σύσκεψιν. ΑΘΗΝΑΙ, 23.— Ε.Φ.Ε.Ε. πραγματοποιεῖ σύσκεψιν. bbox=[397, 993, 570, 1052]
article-body: ΑΘΗΝΑΙ, 23.— Ὁ ἀνταποκριτής μας πληροφορεῖ. ΑΘΗΝΑΙ, 23.— Ὁ ἀνταποκριτής μας πληροφορεῖ. ΑΘΗΝΑΙ, 23.— Ὁ ἀνταποκριτής μας πληροφορεῖ. ΑΘΗΝΑΙ, 23.— Ὁ ἀνταποκριτής μας πληροφορεῖ. bbox=[1170, 841, 1430, 879]
article-body: ΑΘΗΝΑΙ, 23.— Ὁ τσιγγάνος τραγουδιστής προεφυλακίσθη μετά τήν ἀπολογίαν του. ΑΘΗΝΑΙ, 23.— Ὁ τσιγγάνος τραγουδιστής προεφυλακίσθη μετά τήν ἀπολογίαν του. ΑΘΗΝΑΙ, 23.— Ὁ τσιγγάνος τραγουδιστής προεφυλακίσθη μετά τήν ἀπολογίαν του. ΑΘΗΝΑΙ, 23.— Ὁ τσιγγάνος τραγουδιστής προεφυλακίσθη μετά τήν ἀπολογίαν του. ΑΘΗΝΑΙ, 23.— Ὁ τσιγγάνος τραγουδιστής προεφυλακίσθη μετά τήν ἀπολογίαν του. ΑΘΗΝΑΙ, 23.— Ὁ τσιγγάνος τραγουδιστής προεφυλακίσθη μετά τήν ἀπολογίαν του. bbox=[1170, 1596, 1563, 1653]
headline-2: ΟΙ ΕΓΓΡΑΦΟΜΕΝΟΙ ΘΑ ΠΡΟΕΤΟΙΜΑΖΩΝΤΑΙ ΠΡΟΣ ΣΥΓΓΡΑΦΗΝ ΔΙΔΑΚΤΟΡΙΚΩΝ ΜΕΛΕΤΩΝ bbox=[15, 205, 379, 244]
article-body: ΜΟΣΧΑ, 23. (Ρώιτερ).— Τό 27.000 τόννων πετρέλαιον. ΜΟΣΧΑ, 23. (Ρώιτερ).— Τό 27.000 τόννων πετρέλαιον. bbox=[972, 1432, 1158, 1470]
headline: ΡΩΣΣΙΚΟΝ ΠΕΤΡΕΛΑΙΟΝ ΣΤΕΛΛΕΤΑΙ ΕΙΣ ΚΟΥΒΑΝ bbox=[999, 1405, 1131, 1432]
